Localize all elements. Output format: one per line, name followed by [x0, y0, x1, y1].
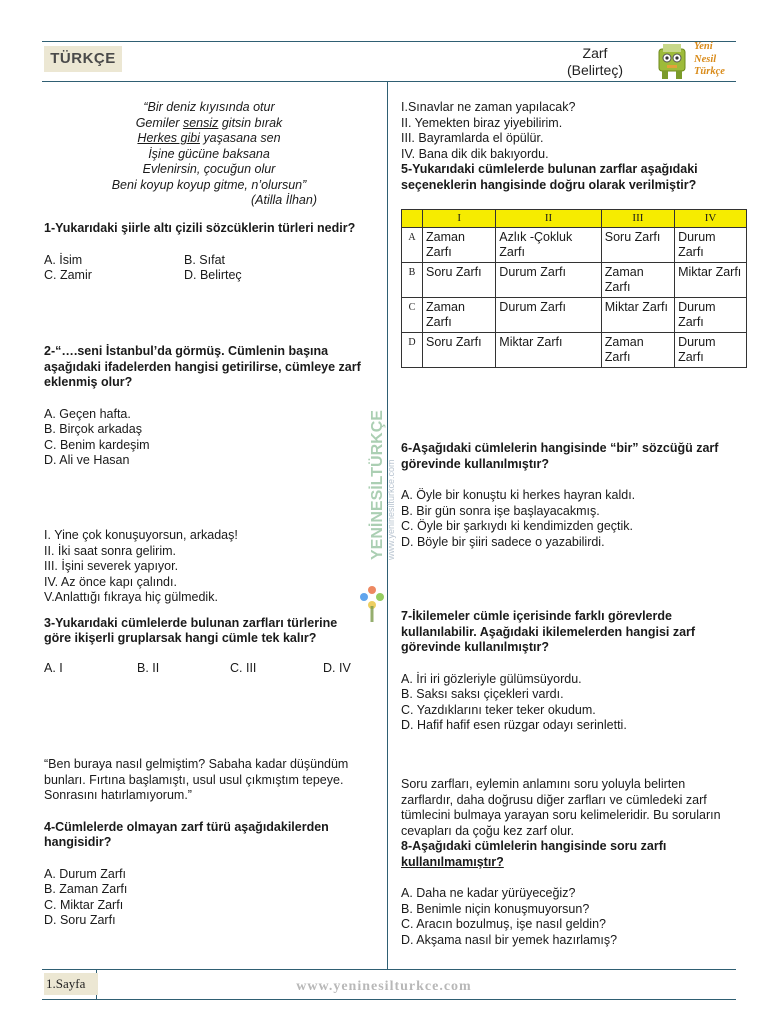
table-cell: Zaman Zarfı	[423, 228, 496, 263]
table-cell: Durum Zarfı	[496, 263, 601, 298]
option-c[interactable]: C. Öyle bir şarkıydı ki kendimizden geçtik.	[401, 519, 634, 533]
sentence: II. Yemekten biraz yiyebilirim.	[401, 115, 563, 130]
table-cell: Soru Zarfı	[601, 228, 674, 263]
option-c[interactable]: C. Benim kardeşim	[44, 437, 150, 452]
question-text: 5-Yukarıdaki cümlelerde bulunan zarflar aşağıdaki seçeneklerin hangisinde doğru olarak verilmiştir?	[401, 162, 698, 192]
table-cell: Durum Zarfı	[675, 228, 747, 263]
topic-line-2: (Belirteç)	[566, 62, 623, 78]
row-label: C	[402, 298, 423, 333]
topic-title	[540, 45, 650, 79]
row-label: B	[402, 263, 423, 298]
poem-line: İşine gücüne baksana	[148, 146, 270, 161]
footer-website-link[interactable]: www.yeninesilturkce.com	[296, 979, 472, 994]
table-cell: Durum Zarfı	[675, 333, 747, 368]
option-d[interactable]: D. Hafif hafif esen rüzgar odayı serinletti.	[401, 718, 627, 732]
poem-author: (Atilla İlhan)	[251, 193, 317, 207]
option-b[interactable]: B. Sıfat	[184, 252, 225, 267]
topic-line-1: Zarf	[582, 45, 608, 61]
option-c[interactable]: C. Yazdıklarını teker teker okudum.	[401, 702, 596, 717]
header-top-rule	[42, 41, 736, 42]
option-c[interactable]: C. Aracın bozulmuş, işe nasıl geldin?	[401, 917, 606, 931]
robot-mascot-icon	[654, 41, 692, 81]
poem-line: Gemiler sensiz gitsin bırak	[135, 115, 283, 130]
poem-line: “Bir deniz kıyısında otur	[143, 100, 275, 114]
row-label: A	[402, 228, 423, 263]
sentence: III. İşini severek yapıyor.	[44, 559, 179, 573]
footer-bottom-rule	[42, 999, 736, 1000]
brand-logo	[654, 41, 744, 83]
underlined-word: Herkes gibi	[137, 131, 200, 145]
table-header: IV	[675, 210, 747, 228]
option-d[interactable]: D. Ali ve Hasan	[44, 453, 130, 467]
option-a[interactable]: A. Daha ne kadar yürüyeceğiz?	[401, 886, 576, 900]
sentence: II. İki saat sonra gelirim.	[44, 543, 176, 558]
option-a[interactable]: A. Öyle bir konuştu ki herkes hayran kaldı.	[401, 488, 636, 502]
sentence: IV. Bana dik dik bakıyordu.	[401, 146, 549, 161]
poem	[44, 100, 374, 209]
table-corner	[402, 210, 423, 228]
table-cell: Durum Zarfı	[496, 298, 601, 333]
question-6	[401, 441, 726, 550]
option-b[interactable]: B. Saksı saksı çiçekleri vardı.	[401, 687, 564, 701]
table-cell: Miktar Zarfı	[496, 333, 601, 368]
logo-line: Yeni	[694, 41, 713, 52]
option-b[interactable]: B. Bir gün sonra işe başlayacakmış.	[401, 503, 600, 518]
option-b[interactable]: B. Birçok arkadaş	[44, 422, 142, 436]
logo-line: Türkçe	[694, 66, 725, 77]
underlined-word: sensiz	[182, 115, 219, 130]
sentence: III. Bayramlarda el öpülür.	[401, 131, 544, 145]
table-cell: Miktar Zarfı	[601, 298, 674, 333]
answer-grid	[401, 209, 747, 368]
question-1	[44, 221, 374, 284]
question-4	[44, 757, 369, 929]
option-b[interactable]: B. Zaman Zarfı	[44, 882, 128, 896]
question-text: 3-Yukarıdaki cümlelerde bulunan zarfları türlerine göre ikişerli gruplarsak hangi cümle tek kalır?	[44, 615, 338, 645]
table-row[interactable]	[402, 333, 747, 368]
question-text: 7-İkilemeler cümle içerisinde farklı görevlerde kullanılabilir. Aşağıdaki ikilemelerden hangisi zarf görevinde kullanılmıştır?	[401, 609, 696, 654]
watermark-url: www.yeninesilturkce.com	[386, 459, 396, 560]
table-cell: Soru Zarfı	[423, 333, 496, 368]
option-a[interactable]: A. Durum Zarfı	[44, 866, 126, 881]
underlined-word: kullanılmamıştır?	[401, 854, 504, 869]
question-text: 2-“….seni İstanbul’da görmüş. Cümlenin başına aşağıdaki ifadelerden hangisi getirilirse, cümleye zarf eklenmiş olur?	[44, 344, 361, 389]
footer-rule	[42, 969, 736, 970]
sentence: IV. Az önce kapı çalındı.	[44, 574, 177, 589]
table-cell: Zaman Zarfı	[423, 298, 496, 333]
table-cell: Zaman Zarfı	[601, 333, 674, 368]
logo-text	[694, 41, 725, 79]
table-header: II	[496, 210, 601, 228]
table-cell: Durum Zarfı	[675, 298, 747, 333]
option-c[interactable]: C. Miktar Zarfı	[44, 897, 124, 912]
watermark-logo-icon	[358, 400, 398, 630]
sentence: I.Sınavlar ne zaman yapılacak?	[401, 100, 576, 114]
poem-line: Evlenirsin, çocuğun olur	[142, 162, 276, 176]
option-a[interactable]: A. Geçen hafta.	[44, 406, 131, 421]
sentence: V.Anlattığı fıkraya hiç gülmedik.	[44, 590, 218, 604]
option-d[interactable]: D. Böyle bir şiiri sadece o yazabilirdi.	[401, 534, 605, 549]
option-a[interactable]: A. İsim	[44, 252, 83, 267]
watermark-brand: YENİNESİLTÜRKÇE	[369, 410, 386, 560]
logo-line: Nesil	[694, 53, 717, 65]
question-7	[401, 609, 731, 734]
table-row[interactable]	[402, 228, 747, 263]
option-d[interactable]: D. Akşama nasıl bir yemek hazırlamış?	[401, 932, 618, 947]
table-cell: Azlık -Çokluk Zarfı	[496, 228, 601, 263]
sentence: I. Yine çok konuşuyorsun, arkadaş!	[44, 528, 238, 542]
watermark	[358, 400, 398, 630]
question-3	[44, 528, 374, 676]
option-a[interactable]: A. I	[44, 660, 63, 675]
answer-table	[401, 209, 741, 368]
question-text: 6-Aşağıdaki cümlelerin hangisinde “bir” sözcüğü zarf görevinde kullanılmıştır?	[401, 441, 719, 471]
option-d[interactable]: D. Soru Zarfı	[44, 913, 116, 927]
option-b[interactable]: B. II	[137, 660, 160, 675]
passage: “Ben buraya nasıl gelmiştim? Sabaha kadar düşündüm bunları. Fırtına başlamıştı, usul usul çıkmıştım tepeye. Sonrasını hatırlamıyorum.”	[44, 757, 349, 802]
header-bottom-rule	[42, 81, 736, 82]
table-header: I	[423, 210, 496, 228]
table-cell: Soru Zarfı	[423, 263, 496, 298]
subject-label: TÜRKÇE	[44, 46, 122, 72]
question-5	[401, 100, 741, 193]
question-8	[401, 777, 737, 948]
option-a[interactable]: A. İri iri gözleriyle gülümsüyordu.	[401, 671, 582, 686]
option-d[interactable]: D. IV	[323, 660, 351, 675]
question-text: 4-Cümlelerde olmayan zarf türü aşağıdakilerden hangisidir?	[44, 819, 329, 849]
table-cell: Miktar Zarfı	[675, 263, 747, 298]
row-label: D	[402, 333, 423, 368]
option-c[interactable]: C. Zamir	[44, 268, 92, 282]
poem-line: Herkes gibi yaşasana sen	[137, 131, 281, 145]
info-text: Soru zarfları, eylemin anlamını soru yoluyla belirten zarflardır, daha doğrusu diğer zarfları ve cümledeki zarf tümlecini bulmaya yarayan soru kelimeleridir. Bu soruların cevapları da çoğu kez zarf olur.	[401, 777, 721, 838]
table-header: III	[601, 210, 674, 228]
option-b[interactable]: B. Benimle niçin konuşmuyorsun?	[401, 901, 590, 916]
question-text: 1-Yukarıdaki şiirle altı çizili sözcüklerin türleri nedir?	[44, 221, 356, 235]
question-text: 8-Aşağıdaki cümlelerin hangisinde soru zarfı kullanılmamıştır?	[401, 839, 667, 869]
poem-line: Beni koyup koyup gitme, n’olursun”	[111, 177, 307, 192]
option-d[interactable]: D. Belirteç	[184, 268, 242, 282]
page-number: 1.Sayfa	[44, 973, 98, 995]
option-c[interactable]: C. III	[230, 660, 257, 675]
table-row[interactable]	[402, 298, 747, 333]
table-row[interactable]	[402, 263, 747, 298]
question-2	[44, 344, 364, 469]
table-cell: Zaman Zarfı	[601, 263, 674, 298]
